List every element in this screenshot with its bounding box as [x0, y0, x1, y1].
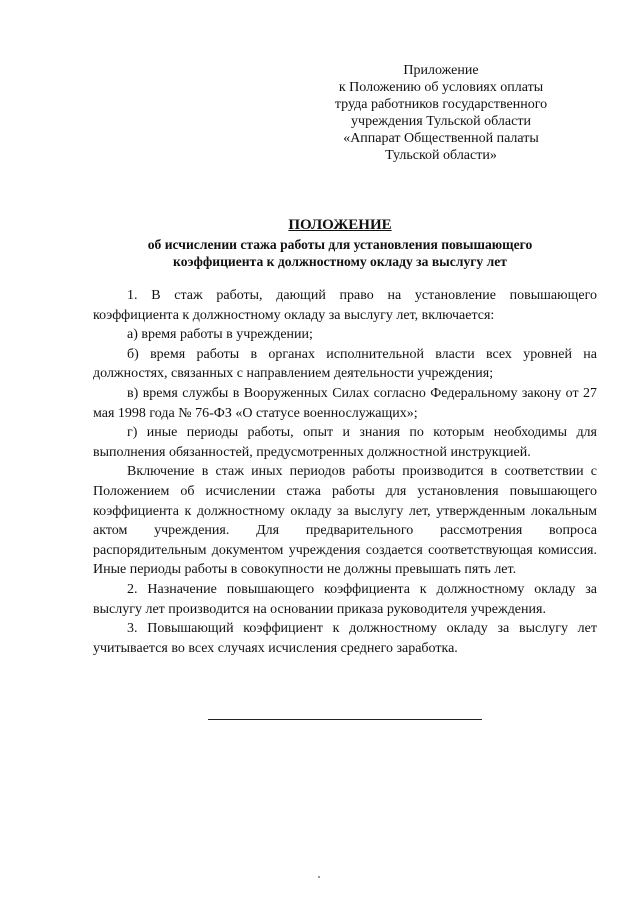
appendix-line: к Положению об условиях оплаты [338, 80, 544, 95]
appendix-line: учреждения Тульской области [351, 114, 531, 129]
paragraph-2: 2. Назначение повышающего коэффициента к должностному окладу за выслугу лет производится на основании приказа руководителя учреждения. [93, 581, 597, 617]
paragraph-1d: г) иные периоды работы, опыт и знания по которым необходимы для выполнения обязанностей, предусмотренных должностной инструкцией. [93, 425, 597, 460]
paragraph-1a: а) время работы в учреждении; [127, 327, 313, 343]
appendix-line: Тульской области» [385, 148, 497, 163]
appendix-line: Приложение [403, 63, 479, 78]
appendix-header [316, 62, 566, 164]
paragraph-3: 3. Повышающий коэффициент к должностному окладу за выслугу лет учитывается во всех случаях исчисления среднего заработка. [93, 621, 597, 656]
document-body [93, 286, 597, 658]
document-subtitle-line: об исчислении стажа работы для установления повышающего [147, 237, 533, 252]
appendix-line: труда работников государственного [334, 97, 548, 112]
paragraph-1b: б) время работы в органах исполнительной власти всех уровней на должностях, связанных с направлением деятельности учреждения; [93, 346, 597, 382]
paragraph-1: 1. В стаж работы, дающий право на установление повышающего коэффициента к должностному окладу за выслугу лет, включается: [93, 288, 597, 323]
document-subtitle-line: коэффициента к должностному окладу за выслугу лет [173, 254, 507, 269]
closing-divider-line [208, 719, 482, 720]
document-title: ПОЛОЖЕНИЕ [288, 217, 392, 233]
paragraph-1c: в) время службы в Вооруженных Силах согласно Федеральному закону от 27 мая 1998 года № 76-ФЗ «О статусе военнослужащих»; [93, 385, 597, 421]
appendix-line: «Аппарат Общественной палаты [343, 131, 539, 146]
document-title-block [90, 216, 590, 270]
paragraph-inclusion: Включение в стаж иных периодов работы производится в соответствии с Положением об исчислении стажа работы для установления повышающего коэффициента к должностному окладу за выслугу лет, утвержденным локальным актом учреждения. Для предварительного рассмотрения вопроса распорядительным документом учреждения создается соответствующая комиссия. Иные периоды работы в совокупности не должны превышать пять лет. [93, 464, 597, 578]
scan-speck [318, 876, 320, 878]
